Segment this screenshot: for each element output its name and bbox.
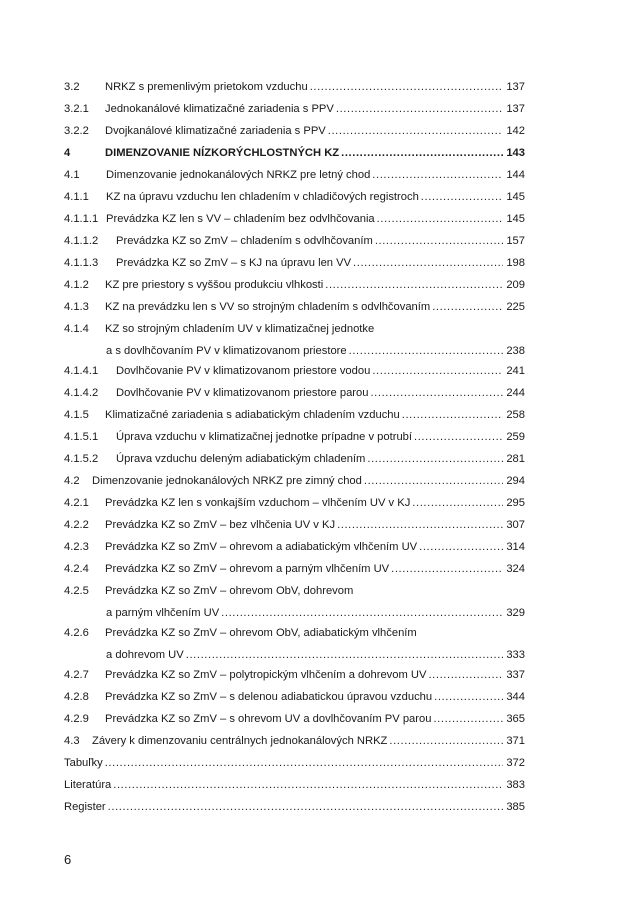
toc-entry[interactable] <box>64 257 525 270</box>
toc-entry[interactable] <box>64 431 525 444</box>
toc-entry-title: Prevádzka KZ len s VV – chladením bez odvlhčovania <box>106 213 375 225</box>
toc-entry[interactable] <box>64 801 525 814</box>
toc-leader-dots <box>433 713 503 726</box>
toc-entry-page: 383 <box>506 779 525 791</box>
toc-entry[interactable] <box>64 125 525 138</box>
toc-entry-page: 337 <box>506 669 525 681</box>
toc-entry-title: Závery k dimenzovaniu centrálnych jednokanálových NRKZ <box>92 735 388 747</box>
toc-entry[interactable] <box>64 691 525 704</box>
toc-entry-number: 4.1.4 <box>64 323 89 335</box>
toc-entry[interactable] <box>64 453 525 466</box>
toc-leader-dots <box>105 757 504 770</box>
toc-entry-page: 385 <box>506 801 525 813</box>
toc-entry-title: Prevádzka KZ so ZmV – s delenou adiabatickou úpravou vzduchu <box>105 691 433 703</box>
toc-entry-title: NRKZ s premenlivým prietokom vzduchu <box>105 81 308 93</box>
toc-entry-number: 3.2.1 <box>64 103 89 115</box>
toc-entry-title: Jednokanálové klimatizačné zariadenia s PPV <box>105 103 334 115</box>
toc-entry-number: 4.1.1.1 <box>64 213 99 225</box>
toc-entry[interactable] <box>64 627 525 662</box>
toc-leader-dots <box>310 81 504 94</box>
toc-entry-title-continuation: a dohrevom UV <box>106 649 184 661</box>
toc-entry-title-continuation: a parným vlhčením UV <box>106 607 220 619</box>
toc-entry-title: Dimenzovanie jednokanálových NRKZ pre letný chod <box>106 169 371 181</box>
toc-leader-dots <box>419 541 503 554</box>
toc-entry-page: 314 <box>506 541 525 553</box>
toc-entry-title: KZ na prevádzku len s VV so strojným chladením s odvlhčovaním <box>105 301 431 313</box>
toc-entry[interactable] <box>64 323 525 358</box>
toc-entry[interactable] <box>64 147 525 160</box>
toc-entry-title: Dvojkanálové klimatizačné zariadenia s PPV <box>105 125 326 137</box>
toc-leader-dots <box>221 607 503 620</box>
toc-entry-number: 4.1.3 <box>64 301 89 313</box>
toc-entry[interactable] <box>64 779 525 792</box>
toc-entry-title: Úprava vzduchu v klimatizačnej jednotke prípadne v potrubí <box>116 431 413 443</box>
toc-entry-page: 198 <box>506 257 525 269</box>
toc-entry-page: 137 <box>506 81 525 93</box>
toc-entry[interactable] <box>64 541 525 554</box>
toc-entry-number: 4.1.5.1 <box>64 431 99 443</box>
toc-entry[interactable] <box>64 365 525 378</box>
toc-entry-page: 137 <box>506 103 525 115</box>
toc-entry-number: 4.1.1.3 <box>64 257 99 269</box>
toc-entry-number: 4.2.3 <box>64 541 89 553</box>
toc-entry-title: Dovlhčovanie PV v klimatizovanom priestore parou <box>116 387 369 399</box>
toc-entry-page: 333 <box>506 649 525 661</box>
toc-entry[interactable] <box>64 585 525 620</box>
toc-entry-number: 4.1.4.1 <box>64 365 99 377</box>
toc-leader-dots <box>377 213 504 226</box>
toc-entry-page: 241 <box>506 365 525 377</box>
toc-entry-number: 3.2.2 <box>64 125 89 137</box>
toc-entry-number: 4.2.4 <box>64 563 89 575</box>
toc-entry-number: 4.2.2 <box>64 519 89 531</box>
toc-entry-title: Prevádzka KZ so ZmV – ohrevom a parným vlhčením UV <box>105 563 390 575</box>
toc-entry[interactable] <box>64 169 525 182</box>
toc-entry-page: 344 <box>506 691 525 703</box>
toc-entry-number: 3.2 <box>64 81 80 93</box>
toc-leader-dots <box>421 191 504 204</box>
toc-entry-title: Register <box>64 801 106 813</box>
toc-entry[interactable] <box>64 519 525 532</box>
toc-entry-page: 281 <box>506 453 525 465</box>
toc-entry-number: 4.2.8 <box>64 691 89 703</box>
toc-entry-number: 4.2.7 <box>64 669 89 681</box>
toc-entry[interactable] <box>64 235 525 248</box>
toc-leader-dots <box>375 235 504 248</box>
toc-leader-dots <box>108 801 504 814</box>
toc-entry[interactable] <box>64 279 525 292</box>
toc-leader-dots <box>113 779 503 792</box>
toc-entry-title-continuation: a s dovlhčovaním PV v klimatizovanom priestore <box>106 345 347 357</box>
toc-entry-number: 4 <box>64 147 71 159</box>
toc-leader-dots <box>364 475 503 488</box>
toc-entry-page: 209 <box>506 279 525 291</box>
toc-entry-number: 4.1.1 <box>64 191 89 203</box>
toc-entry-page: 324 <box>506 563 525 575</box>
toc-entry-page: 307 <box>506 519 525 531</box>
toc-leader-dots <box>328 125 504 138</box>
toc-entry-title: Prevádzka KZ so ZmV – chladením s odvlhčovaním <box>116 235 373 247</box>
toc-entry-page: 371 <box>506 735 525 747</box>
toc-entry[interactable] <box>64 497 525 510</box>
toc-entry[interactable] <box>64 387 525 400</box>
toc-leader-dots <box>412 497 503 510</box>
toc-leader-dots <box>372 169 503 182</box>
toc-entry-number: 4.2.6 <box>64 627 89 639</box>
toc-leader-dots <box>402 409 504 422</box>
toc-entry[interactable] <box>64 669 525 682</box>
toc-leader-dots <box>391 563 503 576</box>
toc-entry-title: Prevádzka KZ len s vonkajším vzduchom – vlhčením UV v KJ <box>105 497 411 509</box>
toc-leader-dots <box>372 365 503 378</box>
toc-entry-title: Prevádzka KZ so ZmV – ohrevom ObV, dohrevom <box>105 585 354 597</box>
toc-entry-page: 259 <box>506 431 525 443</box>
toc-entry[interactable] <box>64 713 525 726</box>
toc-entry-page: 244 <box>506 387 525 399</box>
toc-entry-page: 294 <box>506 475 525 487</box>
toc-entry-number: 4.2.5 <box>64 585 89 597</box>
toc-leader-dots <box>389 735 503 748</box>
toc-entry-page: 372 <box>506 757 525 769</box>
toc-entry-title: Literatúra <box>64 779 112 791</box>
toc-entry-page: 238 <box>506 345 525 357</box>
toc-entry-title: Úprava vzduchu deleným adiabatickým chladením <box>116 453 366 465</box>
toc-leader-dots <box>353 257 503 270</box>
toc-entry-number: 4.2 <box>64 475 80 487</box>
toc-leader-dots <box>325 279 503 292</box>
toc-entry-number: 4.1.1.2 <box>64 235 99 247</box>
toc-entry-number: 4.2.1 <box>64 497 89 509</box>
toc-entry[interactable] <box>64 191 525 204</box>
toc-leader-dots <box>336 103 503 116</box>
toc-entry-number: 4.1 <box>64 169 80 181</box>
toc-leader-dots <box>367 453 503 466</box>
toc-entry-number: 4.2.9 <box>64 713 89 725</box>
toc-leader-dots <box>341 147 503 160</box>
toc-leader-dots <box>428 669 503 682</box>
page-number: 6 <box>64 852 72 867</box>
toc-entry-number: 4.1.5 <box>64 409 89 421</box>
toc-leader-dots <box>434 691 503 704</box>
toc-leader-dots <box>370 387 503 400</box>
toc-entry-title: KZ pre priestory s vyššou produkciu vlhkosti <box>105 279 324 291</box>
toc-entry-page: 143 <box>506 147 525 159</box>
toc-entry-title: Prevádzka KZ so ZmV – ohrevom a adiabatickým vlhčením UV <box>105 541 418 553</box>
toc-entry[interactable] <box>64 475 525 488</box>
toc-leader-dots <box>186 649 504 662</box>
toc-leader-dots <box>337 519 503 532</box>
toc-entry-title: Prevádzka KZ so ZmV – s KJ na úpravu len VV <box>116 257 352 269</box>
toc-leader-dots <box>349 345 504 358</box>
toc-entry-title: Tabuľky <box>64 757 103 769</box>
toc-entry-title: KZ so strojným chladením UV v klimatizačnej jednotke <box>105 323 375 335</box>
toc-entry-title: DIMENZOVANIE NÍZKORÝCHLOSTNÝCH KZ <box>105 147 340 159</box>
toc-entry-title: Dovlhčovanie PV v klimatizovanom priestore vodou <box>116 365 371 377</box>
toc-entry-page: 329 <box>506 607 525 619</box>
toc-entry[interactable] <box>64 409 525 422</box>
toc-entry-title: KZ na úpravu vzduchu len chladením v chladičových registroch <box>106 191 419 203</box>
toc-entry-number: 4.3 <box>64 735 80 747</box>
toc-entry-title: Klimatizačné zariadenia s adiabatickým chladením vzduchu <box>105 409 400 421</box>
toc-entry[interactable] <box>64 301 525 314</box>
toc-entry[interactable] <box>64 757 525 770</box>
toc-entry-number: 4.1.2 <box>64 279 89 291</box>
toc-entry-number: 4.1.4.2 <box>64 387 99 399</box>
toc-entry-page: 365 <box>506 713 525 725</box>
toc-entry[interactable] <box>64 213 525 226</box>
toc-entry-number: 4.1.5.2 <box>64 453 99 465</box>
toc-entry-page: 225 <box>506 301 525 313</box>
toc-entry[interactable] <box>64 81 525 94</box>
toc-entry-title: Dimenzovanie jednokanálových NRKZ pre zimný chod <box>92 475 362 487</box>
toc-leader-dots <box>432 301 503 314</box>
toc-entry[interactable] <box>64 103 525 116</box>
toc-entry-page: 295 <box>506 497 525 509</box>
toc-entry-title: Prevádzka KZ so ZmV – ohrevom ObV, adiabatickým vlhčením <box>105 627 417 639</box>
toc-entry-page: 142 <box>506 125 525 137</box>
toc-entry-title: Prevádzka KZ so ZmV – s ohrevom UV a dovlhčovaním PV parou <box>105 713 432 725</box>
toc-entry[interactable] <box>64 563 525 576</box>
toc-entry-page: 157 <box>506 235 525 247</box>
toc-entry[interactable] <box>64 735 525 748</box>
toc-entry-title: Prevádzka KZ so ZmV – bez vlhčenia UV v KJ <box>105 519 336 531</box>
toc-entry-page: 144 <box>506 169 525 181</box>
toc-entry-page: 145 <box>506 191 525 203</box>
toc-entry-page: 258 <box>506 409 525 421</box>
toc-leader-dots <box>414 431 503 444</box>
toc-entry-page: 145 <box>506 213 525 225</box>
toc-entry-title: Prevádzka KZ so ZmV – polytropickým vlhčením a dohrevom UV <box>105 669 427 681</box>
